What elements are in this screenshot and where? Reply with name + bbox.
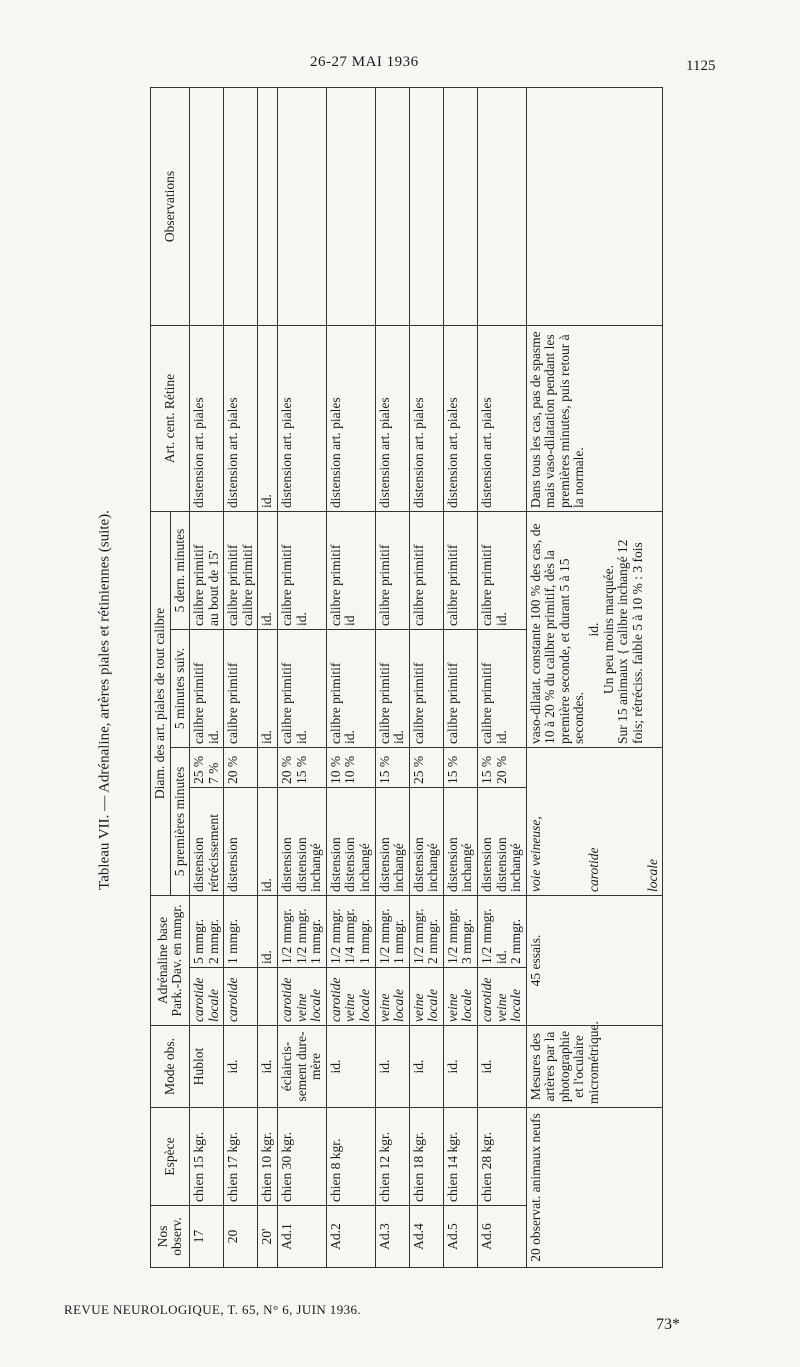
cell-mode: id. — [443, 1026, 477, 1108]
table-row — [278, 88, 327, 1268]
cell-espece: chien 12 kgr. — [375, 1108, 409, 1206]
summary-locale-text-4: rétréciss. faible 5 à 10 % : 3 fois — [629, 542, 645, 717]
cell-no: 20' — [258, 1206, 278, 1268]
cell-5-premieres — [278, 788, 327, 896]
cell-5-premieres — [258, 788, 278, 896]
summary-retine: Dans tous les cas, pas de spasme mais vaso-dilatation pendant les premières minutes, puis retour à la normale. — [526, 326, 663, 512]
dose-value: 1/2 mmgr. — [376, 908, 392, 964]
d5p-value: distension — [376, 837, 392, 892]
d5p-value: distension — [293, 837, 309, 892]
d5s-value: id. — [342, 730, 358, 744]
d5s-value: calibre primitif — [478, 662, 494, 744]
cell-5-premieres — [224, 788, 258, 896]
header-diam: Diam. des art. piales de tout calibre — [151, 512, 171, 896]
cell-5-premieres — [190, 788, 224, 896]
cell-pct — [375, 748, 409, 788]
cell-espece: chien 28 kgr. — [477, 1108, 526, 1206]
d5p-value: inchangé — [391, 843, 407, 892]
summary-row — [526, 88, 663, 1268]
cell-retine: distension art. piales — [409, 326, 443, 512]
table-row — [477, 88, 526, 1268]
cell-retine: distension art. piales — [375, 326, 409, 512]
d5s-value: id. — [259, 730, 275, 744]
cell-dose — [443, 896, 477, 968]
d5s-value: id. — [391, 730, 407, 744]
header-date: 26-27 MAI 1936 — [310, 54, 419, 70]
dose-value: 5 mmgr. — [191, 918, 207, 964]
d5d-value: calibre primitif — [478, 544, 494, 626]
cell-observations — [477, 88, 526, 326]
table-row — [409, 88, 443, 1268]
cell-no: Ad.6 — [477, 1206, 526, 1268]
route-value: veine — [410, 993, 426, 1022]
pct-value: 25 % — [191, 755, 207, 784]
pct-value: 20 % — [225, 755, 241, 784]
d5s-value: calibre primitif — [279, 662, 295, 744]
cell-no: Ad.2 — [326, 1206, 375, 1268]
d5d-value: calibre primitif — [225, 544, 241, 626]
d5s-value: calibre primitif — [444, 662, 460, 744]
header-5-dernieres: 5 dern. minutes — [170, 512, 190, 630]
table-row — [326, 88, 375, 1268]
cell-mode: id. — [477, 1026, 526, 1108]
cell-observations — [409, 88, 443, 326]
cell-espece: chien 10 kgr. — [258, 1108, 278, 1206]
cell-retine: distension art. piales — [443, 326, 477, 512]
d5s-value: calibre primitif — [410, 662, 426, 744]
cell-5-premieres — [477, 788, 526, 896]
pct-value: 10 % — [342, 755, 358, 784]
cell-5-premieres — [443, 788, 477, 896]
summary-route-locale: locale — [644, 859, 660, 892]
pct-value: 25 % — [410, 755, 426, 784]
d5d-value: calibre primitif — [327, 544, 343, 626]
route-value: carotide — [191, 977, 207, 1022]
route-value: carotide — [478, 977, 494, 1022]
cell-5-dernieres — [224, 512, 258, 630]
page-number: 1125 — [686, 58, 716, 74]
cell-dose — [190, 896, 224, 968]
cell-route — [278, 968, 327, 1026]
cell-no: Ad.1 — [278, 1206, 327, 1268]
header-5-suivantes: 5 minutes suiv. — [170, 630, 190, 748]
cell-retine: distension art. piales — [326, 326, 375, 512]
cell-espece: chien 18 kgr. — [409, 1108, 443, 1206]
cell-no: Ad.5 — [443, 1206, 477, 1268]
cell-observations — [443, 88, 477, 326]
dose-value: 1/2 mmgr. — [327, 908, 343, 964]
cell-5-dernieres — [326, 512, 375, 630]
route-value: veine — [444, 993, 460, 1022]
route-value: locale — [391, 989, 407, 1022]
cell-espece: chien 17 kgr. — [224, 1108, 258, 1206]
d5s-value: calibre primitif — [191, 662, 207, 744]
d5p-value: inchangé — [459, 843, 475, 892]
d5p-value: inchangé — [356, 843, 372, 892]
cell-retine: distension art. piales — [190, 326, 224, 512]
cell-mode: id. — [375, 1026, 409, 1108]
cell-espece: chien 8 kgr. — [326, 1108, 375, 1206]
cell-mode: id. — [258, 1026, 278, 1108]
cell-5-suivantes — [409, 630, 443, 748]
summary-locale-text-1: Un peu moins marquée. — [600, 565, 616, 694]
route-value: locale — [508, 989, 524, 1022]
cell-mode: id. — [326, 1026, 375, 1108]
cell-5-premieres — [326, 788, 375, 896]
cell-no: Ad.4 — [409, 1206, 443, 1268]
dose-value: 1/2 mmgr. — [410, 908, 426, 964]
d5s-value: id. — [493, 730, 509, 744]
header-observations: Observations — [151, 88, 190, 326]
d5d-value: id. — [293, 612, 309, 626]
table-summary — [526, 88, 663, 1268]
dose-value: 2 mmgr. — [205, 918, 221, 964]
d5d-value: calibre primitif — [279, 544, 295, 626]
header-espece: Espèce — [151, 1108, 190, 1206]
d5s-value: id. — [293, 730, 309, 744]
cell-route — [190, 968, 224, 1026]
data-table — [150, 87, 663, 1268]
d5p-value: distension — [225, 837, 241, 892]
d5p-value: rétrécissement — [205, 814, 221, 892]
pct-value: 15 % — [376, 755, 392, 784]
d5p-value: distension — [191, 837, 207, 892]
d5d-value: calibre primitif — [239, 544, 255, 626]
table-caption: Tableau VII. — Adrénaline, artères piales et rétiniennes (suite). — [96, 510, 113, 890]
d5d-value: au bout de 15' — [205, 550, 221, 626]
table-row — [258, 88, 278, 1268]
cell-no: 17 — [190, 1206, 224, 1268]
cell-pct — [278, 748, 327, 788]
cell-5-dernieres — [443, 512, 477, 630]
cell-5-premieres — [409, 788, 443, 896]
cell-5-dernieres — [477, 512, 526, 630]
cell-pct — [190, 748, 224, 788]
route-value: veine — [342, 993, 358, 1022]
cell-route — [375, 968, 409, 1026]
d5p-value: inchangé — [508, 843, 524, 892]
summary-adrenaline: 45 essais. — [526, 896, 663, 1026]
d5d-value: id — [342, 615, 358, 626]
pct-value: 7 % — [205, 762, 221, 784]
cell-dose — [258, 896, 278, 968]
cell-espece: chien 14 kgr. — [443, 1108, 477, 1206]
pct-value: 20 % — [279, 755, 295, 784]
d5p-value: distension — [410, 837, 426, 892]
route-value: locale — [356, 989, 372, 1022]
cell-observations — [375, 88, 409, 326]
route-value: carotide — [279, 977, 295, 1022]
cell-5-dernieres — [258, 512, 278, 630]
route-value: locale — [205, 989, 221, 1022]
d5s-value: id. — [205, 730, 221, 744]
dose-value: 1 mmgr. — [225, 918, 241, 964]
cell-route — [224, 968, 258, 1026]
cell-pct — [443, 748, 477, 788]
header-mode: Mode obs. — [151, 1026, 190, 1108]
cell-dose — [326, 896, 375, 968]
cell-5-dernieres — [375, 512, 409, 630]
table-body — [190, 88, 527, 1268]
cell-5-suivantes — [278, 630, 327, 748]
d5p-value: distension — [444, 837, 460, 892]
cell-observations — [278, 88, 327, 326]
dose-value: 1/2 mmgr. — [293, 908, 309, 964]
cell-observations — [326, 88, 375, 326]
summary-locale-breakdown: Sur 15 animaux { calibre inchangé 12 fois; rétréciss. faible 5 à 10 % : 3 fois — [615, 539, 645, 744]
table-row — [224, 88, 258, 1268]
cell-no: 20 — [224, 1206, 258, 1268]
dose-value: 1/2 mmgr. — [444, 908, 460, 964]
cell-dose — [409, 896, 443, 968]
route-value: carotide — [225, 977, 241, 1022]
dose-value: 3 mmgr. — [459, 918, 475, 964]
table-rotation — [150, 88, 718, 1268]
rotated-table-container — [150, 88, 718, 1268]
dose-value: 2 mmgr. — [425, 918, 441, 964]
pct-value: 20 % — [493, 755, 509, 784]
d5s-value: calibre primitif — [376, 662, 392, 744]
cell-pct — [409, 748, 443, 788]
cell-mode: id. — [409, 1026, 443, 1108]
d5p-value: inchangé — [425, 843, 441, 892]
route-value: locale — [425, 989, 441, 1022]
cell-observations — [190, 88, 224, 326]
cell-5-suivantes — [443, 630, 477, 748]
header-adrenaline: Adrénaline base Park.-Dav. en mmgr. — [151, 896, 190, 1026]
cell-pct — [224, 748, 258, 788]
dose-value: 1/4 mmgr. — [342, 908, 358, 964]
header-5-premieres: 5 premières minutes — [170, 748, 190, 896]
summary-route-carotide: carotide — [586, 847, 602, 892]
summary-route-veineuse: voie veineuse, — [527, 816, 543, 892]
d5d-value: id. — [259, 612, 275, 626]
route-value: veine — [293, 993, 309, 1022]
cell-no: Ad.3 — [375, 1206, 409, 1268]
pct-value: 10 % — [327, 755, 343, 784]
cell-dose — [278, 896, 327, 968]
d5s-value: calibre primitif — [225, 662, 241, 744]
cell-5-dernieres — [409, 512, 443, 630]
summary-mode: Mesures des artères par la photographie et l'oculaire micrométrique. — [526, 1026, 663, 1108]
d5p-value: id. — [259, 878, 275, 892]
cell-5-suivantes — [477, 630, 526, 748]
cell-5-premieres — [375, 788, 409, 896]
route-value: locale — [459, 989, 475, 1022]
cell-mode: id. — [224, 1026, 258, 1108]
d5p-value: distension — [478, 837, 494, 892]
dose-value: 1 mmgr. — [308, 918, 324, 964]
d5p-value: distension — [279, 837, 295, 892]
dose-value: 1 mmgr. — [391, 918, 407, 964]
cell-pct — [326, 748, 375, 788]
pct-value: 15 % — [444, 755, 460, 784]
cell-dose — [224, 896, 258, 968]
summary-effects — [526, 512, 663, 748]
cell-5-suivantes — [190, 630, 224, 748]
cell-mode: Hublot — [190, 1026, 224, 1108]
d5p-value: inchangé — [308, 843, 324, 892]
d5d-value: calibre primitif — [410, 544, 426, 626]
cell-route — [443, 968, 477, 1026]
cell-observations — [258, 88, 278, 326]
pct-value: 15 % — [293, 755, 309, 784]
dose-value: 1/2 mmgr. — [279, 908, 295, 964]
route-value: veine — [376, 993, 392, 1022]
summary-observations — [526, 88, 663, 326]
summary-routes — [526, 748, 663, 896]
footer-signature: 73* — [656, 1316, 680, 1333]
cell-5-suivantes — [224, 630, 258, 748]
cell-espece: chien 30 kgr. — [278, 1108, 327, 1206]
summary-locale-text-2: Sur 15 animaux — [615, 658, 631, 744]
summary-carotide-text: id. — [586, 622, 602, 637]
cell-dose — [477, 896, 526, 968]
d5d-value: id. — [493, 612, 509, 626]
cell-dose — [375, 896, 409, 968]
cell-espece: chien 15 kgr. — [190, 1108, 224, 1206]
cell-retine: distension art. piales — [278, 326, 327, 512]
header-no: Nos observ. — [151, 1206, 190, 1268]
cell-route — [258, 968, 278, 1026]
dose-value: 1/2 mmgr. — [478, 908, 494, 964]
cell-retine: id. — [258, 326, 278, 512]
cell-pct — [258, 748, 278, 788]
cell-5-dernieres — [278, 512, 327, 630]
route-value: carotide — [327, 977, 343, 1022]
d5p-value: distension — [493, 837, 509, 892]
d5d-value: calibre primitif — [191, 544, 207, 626]
cell-route — [326, 968, 375, 1026]
cell-route — [477, 968, 526, 1026]
table-row — [190, 88, 224, 1268]
d5p-value: distension — [327, 837, 343, 892]
summary-no: 20 observat. animaux neufs — [526, 1108, 663, 1268]
cell-retine: distension art. piales — [477, 326, 526, 512]
footer-journal: REVUE NEUROLOGIQUE, T. 65, N° 6, JUIN 1936. — [64, 1302, 362, 1317]
route-value: locale — [308, 989, 324, 1022]
dose-value: 1 mmgr. — [356, 918, 372, 964]
dose-value: id. — [259, 950, 275, 964]
pct-value: 15 % — [478, 755, 494, 784]
cell-mode: éclaircis-sement dure-mère — [278, 1026, 327, 1108]
cell-route — [409, 968, 443, 1026]
route-value: veine — [493, 993, 509, 1022]
d5s-value: calibre primitif — [327, 662, 343, 744]
d5d-value: calibre primitif — [444, 544, 460, 626]
summary-veineuse-text: vaso-dilatat. constante 100 % des cas, de 10 à 20 % du calibre primitif, dès la première seconde, et durant 5 à 15 secondes. — [527, 523, 587, 744]
table-row — [443, 88, 477, 1268]
header-retine: Art. cent. Rétine — [151, 326, 190, 512]
table-row — [375, 88, 409, 1268]
dose-value: id. — [493, 950, 509, 964]
cell-retine: distension art. piales — [224, 326, 258, 512]
d5d-value: calibre primitif — [376, 544, 392, 626]
cell-5-suivantes — [258, 630, 278, 748]
cell-5-dernieres — [190, 512, 224, 630]
cell-5-suivantes — [375, 630, 409, 748]
dose-value: 2 mmgr. — [508, 918, 524, 964]
cell-pct — [477, 748, 526, 788]
cell-5-suivantes — [326, 630, 375, 748]
summary-locale-text-3: calibre inchangé 12 fois — [615, 539, 645, 744]
cell-observations — [224, 88, 258, 326]
d5p-value: distension — [342, 837, 358, 892]
